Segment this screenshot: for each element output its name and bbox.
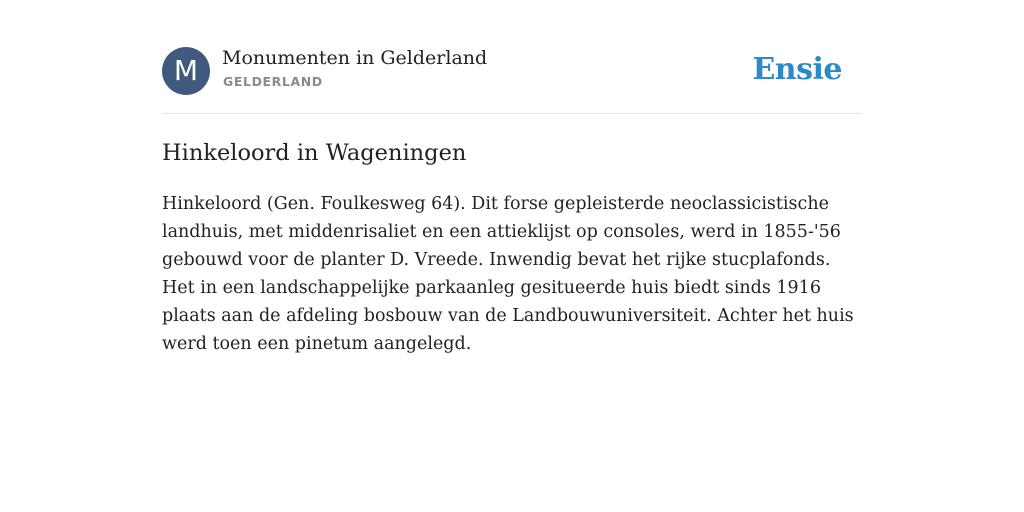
site-title[interactable]: Monumenten in Gelderland — [222, 47, 488, 69]
header — [162, 46, 862, 96]
site-subtitle[interactable]: GELDERLAND — [223, 74, 323, 89]
brand-logo[interactable]: Ensie — [752, 52, 842, 87]
article-title: Hinkeloord in Wageningen — [162, 140, 467, 166]
avatar[interactable]: M — [162, 47, 210, 95]
header-divider — [162, 113, 862, 114]
article-body: Hinkeloord (Gen. Foulkesweg 64). Dit forse gepleisterde neoclassicistische landhuis, met middenrisaliet en een attieklijst op consoles, werd in 1855-'56 gebouwd voor de planter D. Vreede. Inwendig bevat het rijke stucplafonds. Het in een landschappelijke parkaanleg gesitueerde huis biedt sinds 1916 plaats aan de afdeling bosbouw van de Landbouwuniversiteit. Achter het huis werd toen een pinetum aangelegd. — [162, 194, 854, 354]
